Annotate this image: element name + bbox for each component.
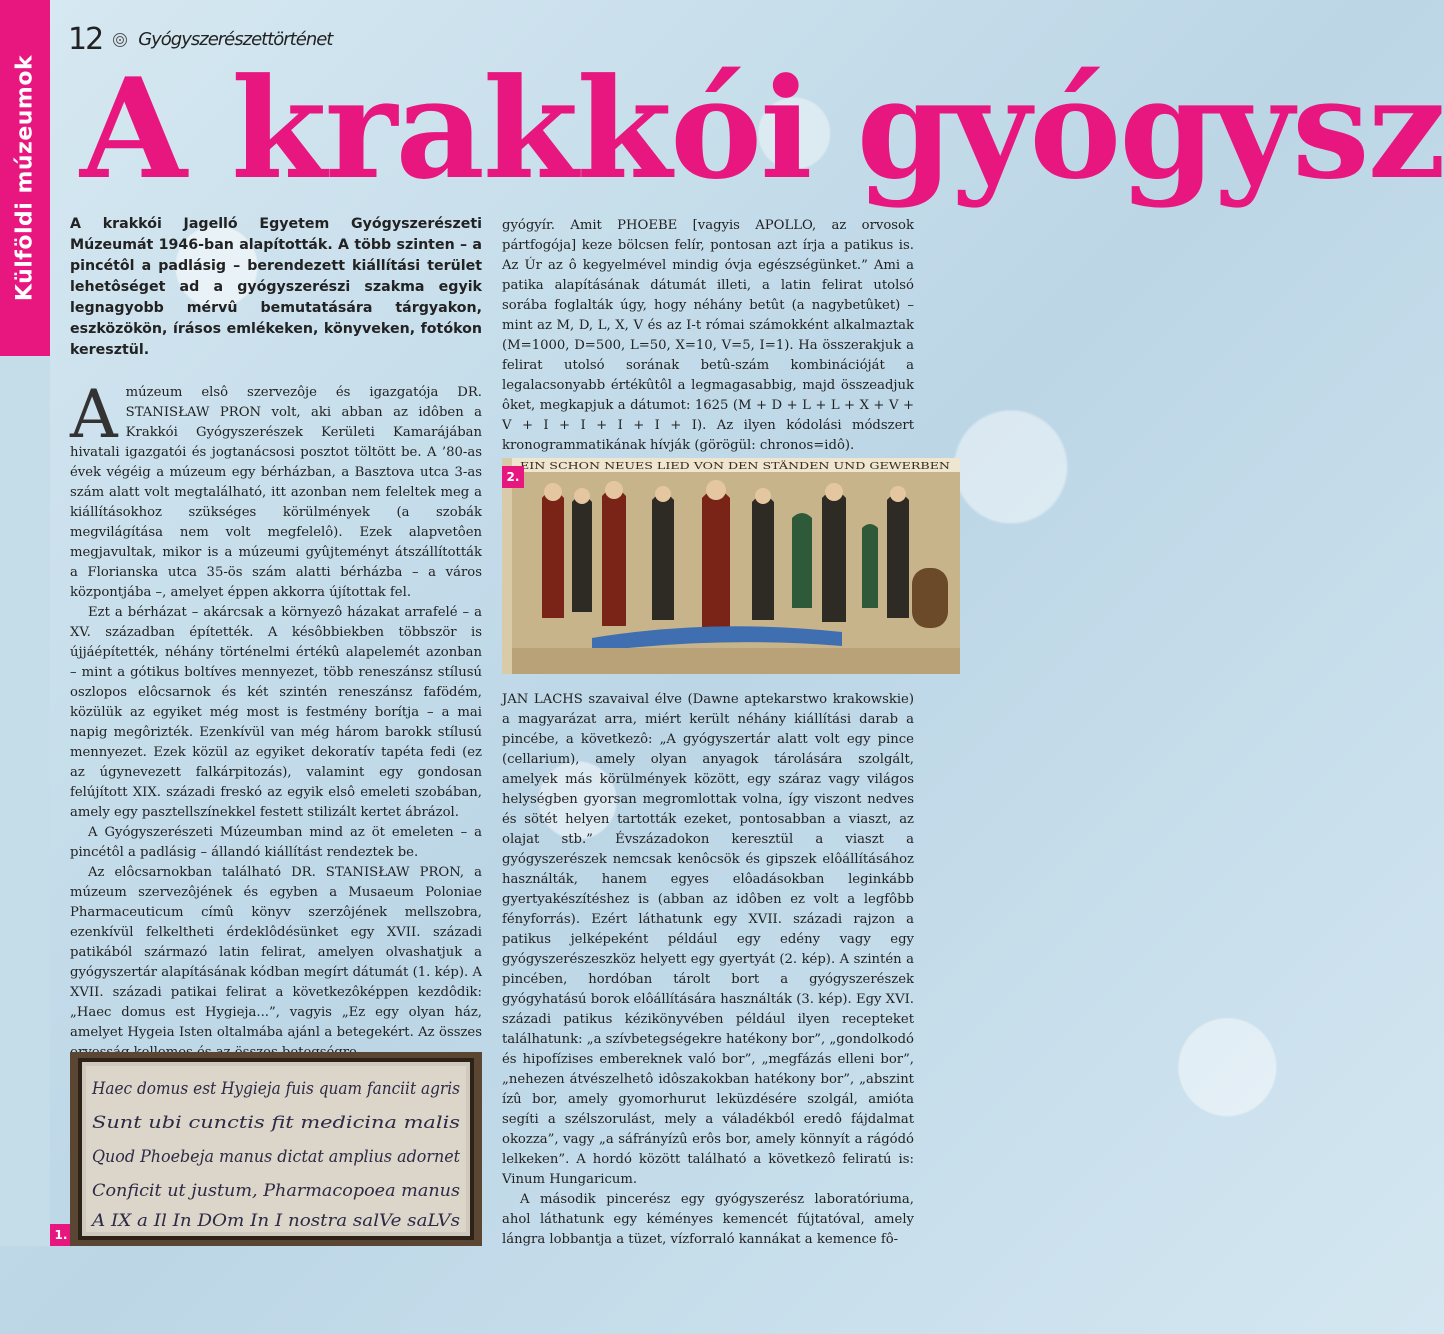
figure-2-woodcut [502, 458, 960, 674]
left-column [70, 214, 482, 1063]
inscription-line-2: Sunt ubi cunctis fit medicina malis [92, 1113, 461, 1133]
right-column-lower [502, 690, 914, 1250]
figure-2-badge: 2. [502, 466, 524, 488]
body-paragraph: A második pincerész egy gyógyszerész laboratóriuma, ahol láthatunk egy kéményes kemencét fújtatóval, amely lángra lobbantja a tüzet, vízforraló kannákat a kemence fô- [502, 1192, 914, 1247]
figure-1-inscription [70, 1052, 482, 1246]
woodcut-image [502, 458, 960, 674]
body-paragraph: Az elôcsarnokban található DR. STANISŁAW PRON, a múzeum szervezôjének és egyben a Musaeum Poloniae Pharmaceuticum címû könyv szerzôjének mellszobra, ezenkívül felkeltheti érdeklôdésünket egy XVII. századi patikából származó latin felirat, amelyen olvashatjuk a gyógyszertár alapításának kódban megírt dátumát (1. kép). A XVII. századi patikai felirat a következôképpen kezdôdik: „Haec domus est Hygieja...”, vagyis „Ez egy olyan ház, amelyet Hygeia Isten oltalmába ajánl a betegekért. Az összes [70, 865, 482, 1040]
page-number: 12 [68, 22, 103, 57]
section-name: Gyógyszerészettörténet [138, 29, 333, 50]
body-paragraph: múzeum elsô szervezôje és igazgatója DR. STANISŁAW PRON volt, aki abban az idôben a Krakkói Gyógyszerészek Kerületi Kamarájában hivatali igazgatói és jogtanácsosi posztot töltött be. A ’80-as évek végéig a múzeum egy bérházban, a Basztova utca 3-as szám alatt volt megtalálható, itt azonban nem feleltek meg a kiállításokhoz szükséges körülmények (a szobák megvilágítása nem volt megfelelô). Ezek alapvetôen megjavultak, mikor is a múzeumi gyûjteményt átszállították a Florianska utca 35-ös szám alatti bérházba – a város központjába –, amelyet éppen akkorra újítottak fel. [70, 385, 482, 600]
spiral-icon [112, 32, 128, 48]
inscription-line-3: Quod Phoebeja manus dictat amplius adornet [92, 1147, 461, 1167]
lead-paragraph: A krakkói Jagelló Egyetem Gyógyszerészeti Múzeumát 1946-ban alapították. A több szinten – a pincétôl a padlásig – berendezett kiállítási terület lehetôséget ad a gyógyszerészi szakma egyik legnagyobb mérvû bemutatására tárgyakon, eszközökön, írásos emlékeken, könyveken, fotókon keresztül. [70, 216, 482, 358]
drop-cap: A [70, 376, 118, 453]
body-paragraph: gyógyír. Amit PHOEBE [vagyis APOLLO, az orvosok pártfogója] keze bölcsen felír, pontosan azt írja a patikus is. Az Úr az ô kegyelmével mindig óvja egészségünket.” Ami a patika alapításának dátumát illeti, a latin felirat utolsó sorába foglalták úgy, hogy néhány betût (a nagybetûket) – mint az M, D, L, X, V és az I-t római számokként alkalmaztak (M=1000, D=500, L=50, X=10, V=5, I=1). Ha összerakjuk a felirat utolsó sorának betû-szám kombinációját a legalacsonyabb értékûtôl a legmagasabbig, majd összeadjuk ôket, megkapjuk a dátumot: 1625 (M + D + L + L + X + V + V + I + I + I + I + I). Az ilyen kódolási módszert kronogrammatikának hívják (görögül: chronos=idô). [502, 218, 914, 453]
side-strip [0, 356, 50, 1246]
inscription-image [70, 1052, 482, 1246]
body-paragraph: JAN LACHS szavaival élve (Dawne aptekarstwo krakowskie) a magyarázat arra, miért került néhány kiállítási darab a pincébe, a következô: „A gyógyszertár alatt volt egy pince (cellarium), amely olyan anyagok tárolására szolgált, amelyek más körülmények között, egy száraz vagy világos helységben gyorsan megromlottak volna, így viszont nedves és sötét helyen tartották ezeket, pontosabban a viaszt, az olajat stb.” Évszázadokon keresztül a viaszt a gyógyszerészek nemcsak kenôcsök és gipszek elôállításához használták, hanem egyes elôadásokban leginkább gyertyakészítéshez is (abban az idôben ez volt a legfôbb fényforrás). Ezért láthatunk egy XVII. századi rajzon a patikus jelképeként például egy edény vagy egy gyógyszerészeszköz helyett egy gyertyát (2. kép). A szintén a pincében, hordóban tárolt bort a gyógyszerészek gyógyhatású borok elôállítására használták (3. kép). Egy XVI. századi patikus kézikönyvében például ilyen recepteket találhatunk: „a szívbetegségekre hatékony bor”, „gondolkodó és hipofízises embereknek való bor”, „megfázás elleni bor”, „nehezen átvészelhetô idôszakokban hatékony bor”, „abszint ízû bor, amely gyomorhurut leküzdésére szolgál, amióta segíti a szélszorulást, mely a váladékból eredô fájdalmat okozza”, vagy „a sáfrányízû erôs bor, amely könnyít a rágódó lelkeken”. A hordó között található a következô feliratú is: Vinum Hungaricum. [502, 692, 914, 1187]
woodcut-top-caption: EIN SCHON NEUES LIED VON DEN STÄNDEN UND GEWERBEN [520, 462, 827, 472]
section-side-band [0, 0, 50, 356]
right-column [502, 216, 914, 456]
article-title: A krakkói gyógysz [80, 47, 1444, 210]
inscription-line-1: Haec domus est Hygieja fuis quam fanciit agris [91, 1079, 461, 1099]
inscription-line-5: A IX a Il In DOm In I nostra salVe saLVs [89, 1211, 461, 1231]
body-paragraph: A Gyógyszerészeti Múzeumban mind az öt emeleten – a pincétôl a padlásig – állandó kiállítást rendeztek be. [70, 825, 482, 860]
figure-1-badge: 1. [50, 1224, 72, 1246]
section-side-label: Külföldi múzeumok [12, 54, 38, 302]
inscription-line-4: Conficit ut justum, Pharmacopoea manus [92, 1181, 461, 1201]
body-left [70, 376, 482, 1063]
body-paragraph: Ezt a bérházat – akárcsak a környezô házakat arrafelé – a XV. században építették. A késôbbiekben többször is újjáépítették, néhány történelmi értékû alapelemét azonban – mint a gótikus boltíves mennyezet, több reneszánsz stílusú oszlopos elôcsarnok és két szintén reneszánsz fafödém, közülük az egyiket még most is festmény borítja – a mai napig megôrizték. Ezenkívül van még három barokk stílusú mennyezet. Ezek közül az egyiket dekoratív tapéta fedi (ez az úgynevezett falkárpitozás), valamint egy gondosan felújított XIX. századi freskó az egyik elsô emeleti szobában, amely egy pasztellszínekkel festett stilizált kertet ábrázol. [70, 605, 482, 820]
